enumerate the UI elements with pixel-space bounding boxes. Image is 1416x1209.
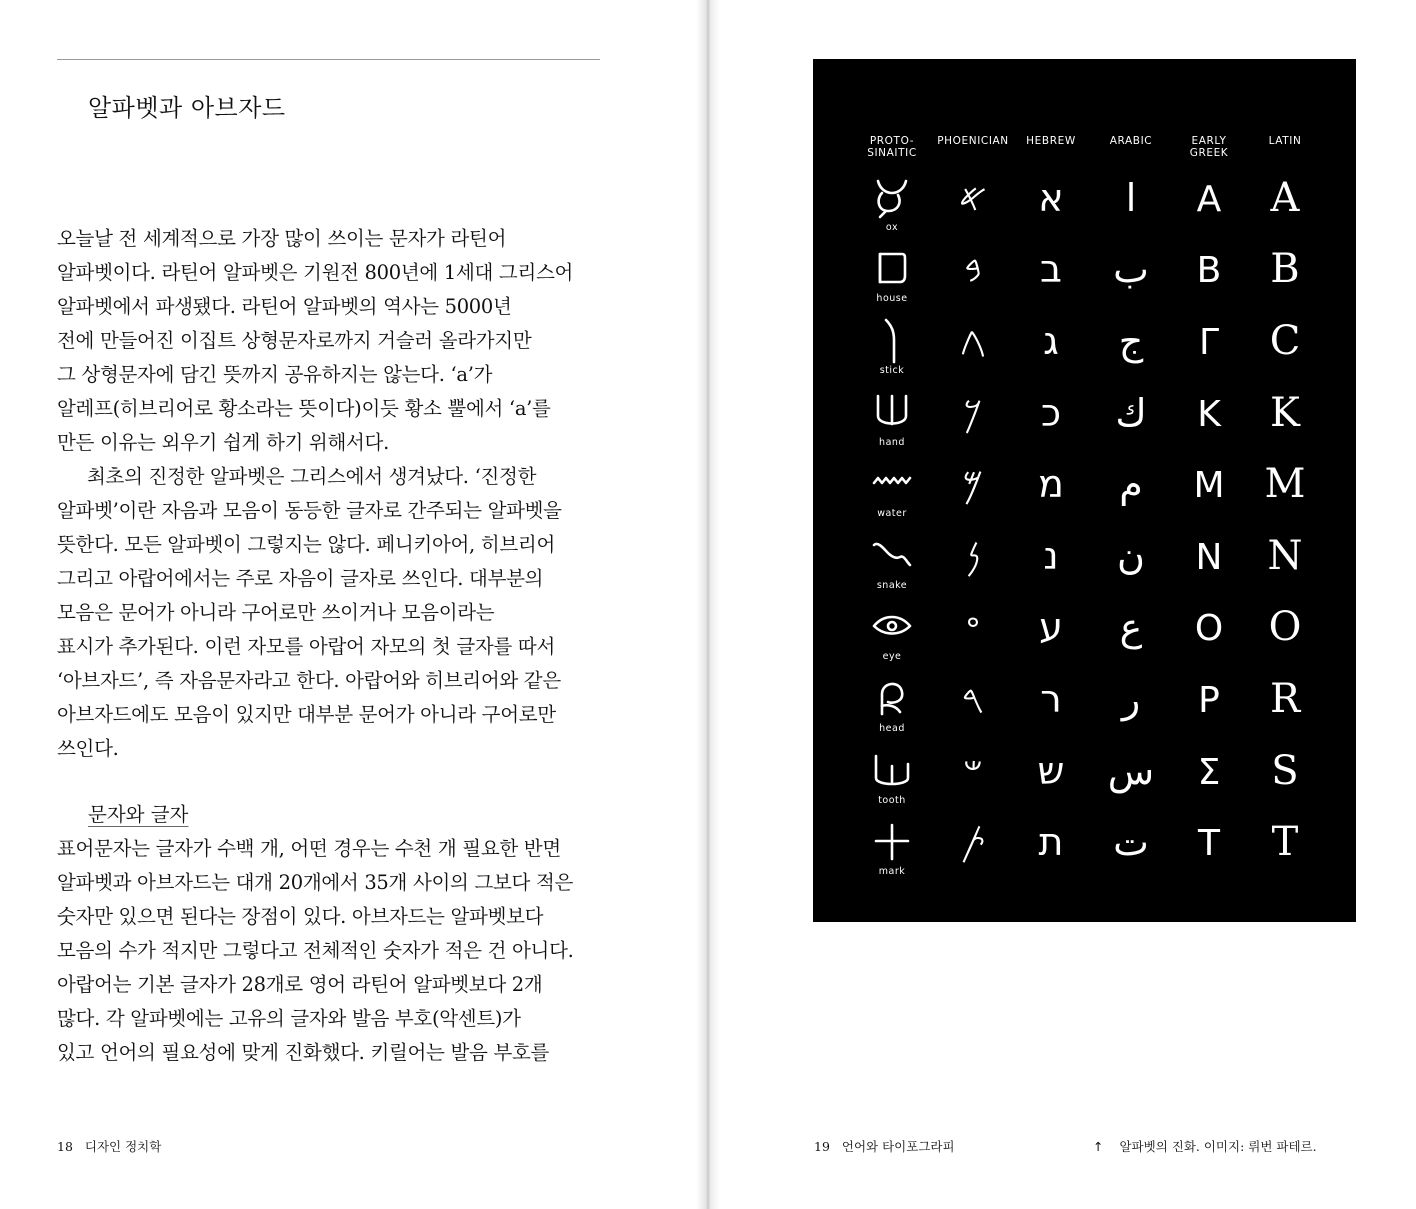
glyph-latin-hand: K	[1270, 390, 1300, 436]
glyph-latin-eye: O	[1268, 604, 1302, 650]
glyph-arabic-ox: ا	[1125, 176, 1137, 220]
glyph-latin-stick: C	[1269, 318, 1301, 364]
glyph-greek-snake: N	[1195, 537, 1223, 578]
glyph-latin-house: B	[1270, 246, 1300, 292]
glyph-arabic-house: ب	[1113, 247, 1149, 291]
pictogram-label-snake: snake	[876, 580, 908, 591]
body-line: 전에 만들어진 이집트 상형문자로까지 거슬러 올라가지만	[57, 329, 532, 352]
body-line: 숫자만 있으면 된다는 장점이 있다. 아브자드는 알파벳보다	[57, 905, 544, 928]
pictogram-label-eye: eye	[882, 651, 902, 662]
glyph-latin-water: M	[1264, 461, 1306, 507]
column-header-latin: LATIN	[1268, 135, 1302, 147]
glyph-arabic-stick: ج	[1118, 319, 1144, 363]
glyph-greek-eye: O	[1194, 608, 1224, 649]
glyph-hebrew-stick: ג	[1043, 319, 1059, 363]
body-line: 모음은 문어가 아니라 구어로만 쓰이거나 모음이라는	[57, 601, 495, 624]
body-line: 알파벳과 아브자드는 대개 20개에서 35개 사이의 그보다 적은	[57, 871, 574, 894]
pictogram-label-stick: stick	[879, 365, 905, 376]
pictogram-label-ox: ox	[885, 222, 899, 233]
snake-icon	[874, 544, 910, 565]
glyph-greek-hand: K	[1197, 394, 1221, 435]
glyph-greek-stick: Γ	[1198, 322, 1220, 363]
arrow-up-icon: ↑	[1093, 1139, 1104, 1154]
glyph-arabic-head: ر	[1121, 677, 1141, 721]
pictogram-label-mark: mark	[878, 866, 906, 877]
hand-icon	[878, 396, 906, 424]
folio-left	[57, 1137, 161, 1155]
body-line: 표시가 추가된다. 이런 자모를 아랍어 자모의 첫 글자를 따서	[57, 635, 555, 658]
body-line: 모음의 수가 적지만 그렇다고 전체적인 숫자가 적은 건 아니다.	[57, 939, 574, 962]
book-gutter-shadow	[696, 0, 720, 1209]
stick-icon	[886, 320, 894, 362]
body-paragraphs-1-2	[57, 222, 617, 766]
glyph-greek-head: P	[1198, 680, 1220, 721]
glyph-hebrew-water: מ	[1038, 462, 1064, 506]
glyph-greek-ox: A	[1196, 179, 1222, 220]
water-icon	[874, 478, 910, 483]
body-line: ‘아브자드’, 즉 자음문자라고 한다. 아랍어와 히브리어와 같은	[57, 669, 561, 692]
body-line: 알파벳이다. 라틴어 알파벳은 기원전 800년에 1세대 그리스어	[57, 261, 574, 284]
column-header-early_greek: EARLY	[1191, 135, 1227, 147]
left-page	[0, 0, 706, 1209]
glyph-hebrew-eye: ע	[1039, 605, 1063, 649]
body-line: 뜻한다. 모든 알파벳이 그렇지는 않다. 페니키아어, 히브리어	[57, 533, 555, 556]
column-header-arabic: ARABIC	[1109, 135, 1153, 147]
glyph-phoenician-hand: 𐤊	[963, 391, 983, 435]
column-header-early_greek: GREEK	[1189, 147, 1229, 159]
running-title: 디자인 정치학	[84, 1139, 162, 1154]
glyph-phoenician-tooth: 𐤔	[963, 749, 983, 793]
chapter-title: 알파벳과 아브자드	[88, 94, 286, 122]
glyph-arabic-snake: ن	[1117, 534, 1145, 578]
column-header-proto_sinaitic: PROTO-	[869, 135, 915, 147]
glyph-arabic-eye: ع	[1119, 605, 1143, 649]
glyph-greek-house: B	[1196, 250, 1222, 291]
glyph-arabic-mark: ت	[1113, 820, 1149, 864]
column-header-phoenician: PHOENICIAN	[937, 135, 1009, 147]
folio-right	[814, 1137, 955, 1155]
glyph-phoenician-snake: 𐤍	[965, 534, 981, 578]
body-line: 오늘날 전 세계적으로 가장 많이 쓰이는 문자가 라틴어	[57, 227, 507, 250]
glyph-hebrew-head: ר	[1040, 677, 1062, 721]
body-line: 알파벳’이란 자음과 모음이 동등한 글자로 간주되는 알파벳을	[57, 499, 562, 522]
house-icon	[880, 254, 905, 282]
column-header-hebrew: HEBREW	[1026, 135, 1076, 147]
glyph-phoenician-house: 𐤁	[964, 247, 982, 291]
glyph-phoenician-head: 𐤓	[961, 677, 985, 721]
mark-icon	[876, 825, 908, 859]
glyph-latin-snake: N	[1267, 533, 1303, 579]
body-line: 아브자드에도 모음이 있지만 대부분 문어가 아니라 구어로만	[57, 703, 556, 726]
running-title: 언어와 타이포그라피	[841, 1139, 955, 1154]
chart-svg	[813, 59, 1356, 922]
glyph-phoenician-water: 𐤌	[962, 462, 984, 506]
glyph-latin-ox: A	[1270, 175, 1300, 221]
glyph-phoenician-mark: 𐤕	[960, 820, 986, 864]
head-icon	[882, 684, 902, 714]
body-line: 최초의 진정한 알파벳은 그리스에서 생겨났다. ‘진정한	[87, 465, 537, 488]
pictogram-label-head: head	[879, 723, 905, 734]
section-subheading: 문자와 글자	[88, 803, 189, 826]
ox-head-icon	[878, 181, 906, 217]
body-line: 많다. 각 알파벳에는 고유의 글자와 발음 부호(악센트)가	[57, 1007, 521, 1030]
figure-caption	[1093, 1137, 1317, 1155]
body-line: 알레프(히브리어로 황소라는 뜻이다)이듯 황소 뿔에서 ‘a’를	[57, 397, 551, 420]
pictogram-label-hand: hand	[879, 437, 905, 448]
caption-text: 알파벳의 진화. 이미지: 뤼번 파테르.	[1119, 1139, 1317, 1154]
glyph-arabic-tooth: س	[1107, 749, 1155, 793]
alphabet-evolution-chart	[813, 59, 1356, 922]
top-rule	[57, 59, 600, 60]
glyph-latin-mark: T	[1271, 819, 1299, 865]
glyph-hebrew-tooth: ש	[1037, 749, 1065, 793]
glyph-latin-tooth: S	[1271, 748, 1299, 794]
eye-icon	[874, 617, 910, 634]
tooth-icon	[876, 756, 908, 784]
glyph-phoenician-stick: 𐤂	[959, 319, 987, 363]
pictogram-label-tooth: tooth	[878, 795, 906, 806]
glyph-phoenician-eye: 𐤏	[965, 605, 981, 649]
glyph-greek-mark: T	[1198, 823, 1220, 864]
glyph-latin-head: R	[1269, 676, 1301, 722]
body-line: 쓰인다.	[57, 737, 119, 760]
page-number: 18	[57, 1139, 73, 1154]
body-line: 그리고 아랍어에서는 주로 자음이 글자로 쓰인다. 대부분의	[57, 567, 544, 590]
body-line: 그 상형문자에 담긴 뜻까지 공유하지는 않는다. ‘a’가	[57, 363, 493, 386]
column-header-proto_sinaitic: SINAITIC	[867, 147, 917, 159]
glyph-greek-tooth: Σ	[1197, 752, 1221, 793]
body-line: 표어문자는 글자가 수백 개, 어떤 경우는 수천 개 필요한 반면	[57, 837, 561, 860]
page-number: 19	[814, 1139, 830, 1154]
body-line: 알파벳에서 파생됐다. 라틴어 알파벳의 역사는 5000년	[57, 295, 512, 318]
body-line: 있고 언어의 필요성에 맞게 진화했다. 키릴어는 발음 부호를	[57, 1041, 550, 1064]
glyph-hebrew-ox: א	[1038, 176, 1064, 220]
glyph-greek-water: M	[1193, 465, 1225, 506]
body-paragraph-3	[57, 832, 617, 1070]
pictogram-label-water: water	[877, 508, 907, 519]
glyph-hebrew-snake: נ	[1043, 534, 1059, 578]
glyph-arabic-hand: ك	[1115, 391, 1147, 435]
glyph-hebrew-house: ב	[1040, 247, 1062, 291]
glyph-hebrew-hand: כ	[1040, 391, 1062, 435]
glyph-arabic-water: م	[1119, 462, 1143, 506]
pictogram-label-house: house	[876, 293, 908, 304]
body-line: 만든 이유는 외우기 쉽게 하기 위해서다.	[57, 431, 389, 454]
glyph-phoenician-ox: 𐤀	[958, 176, 988, 220]
glyph-hebrew-mark: ת	[1038, 820, 1064, 864]
body-line: 아랍어는 기본 글자가 28개로 영어 라틴어 알파벳보다 2개	[57, 973, 543, 996]
